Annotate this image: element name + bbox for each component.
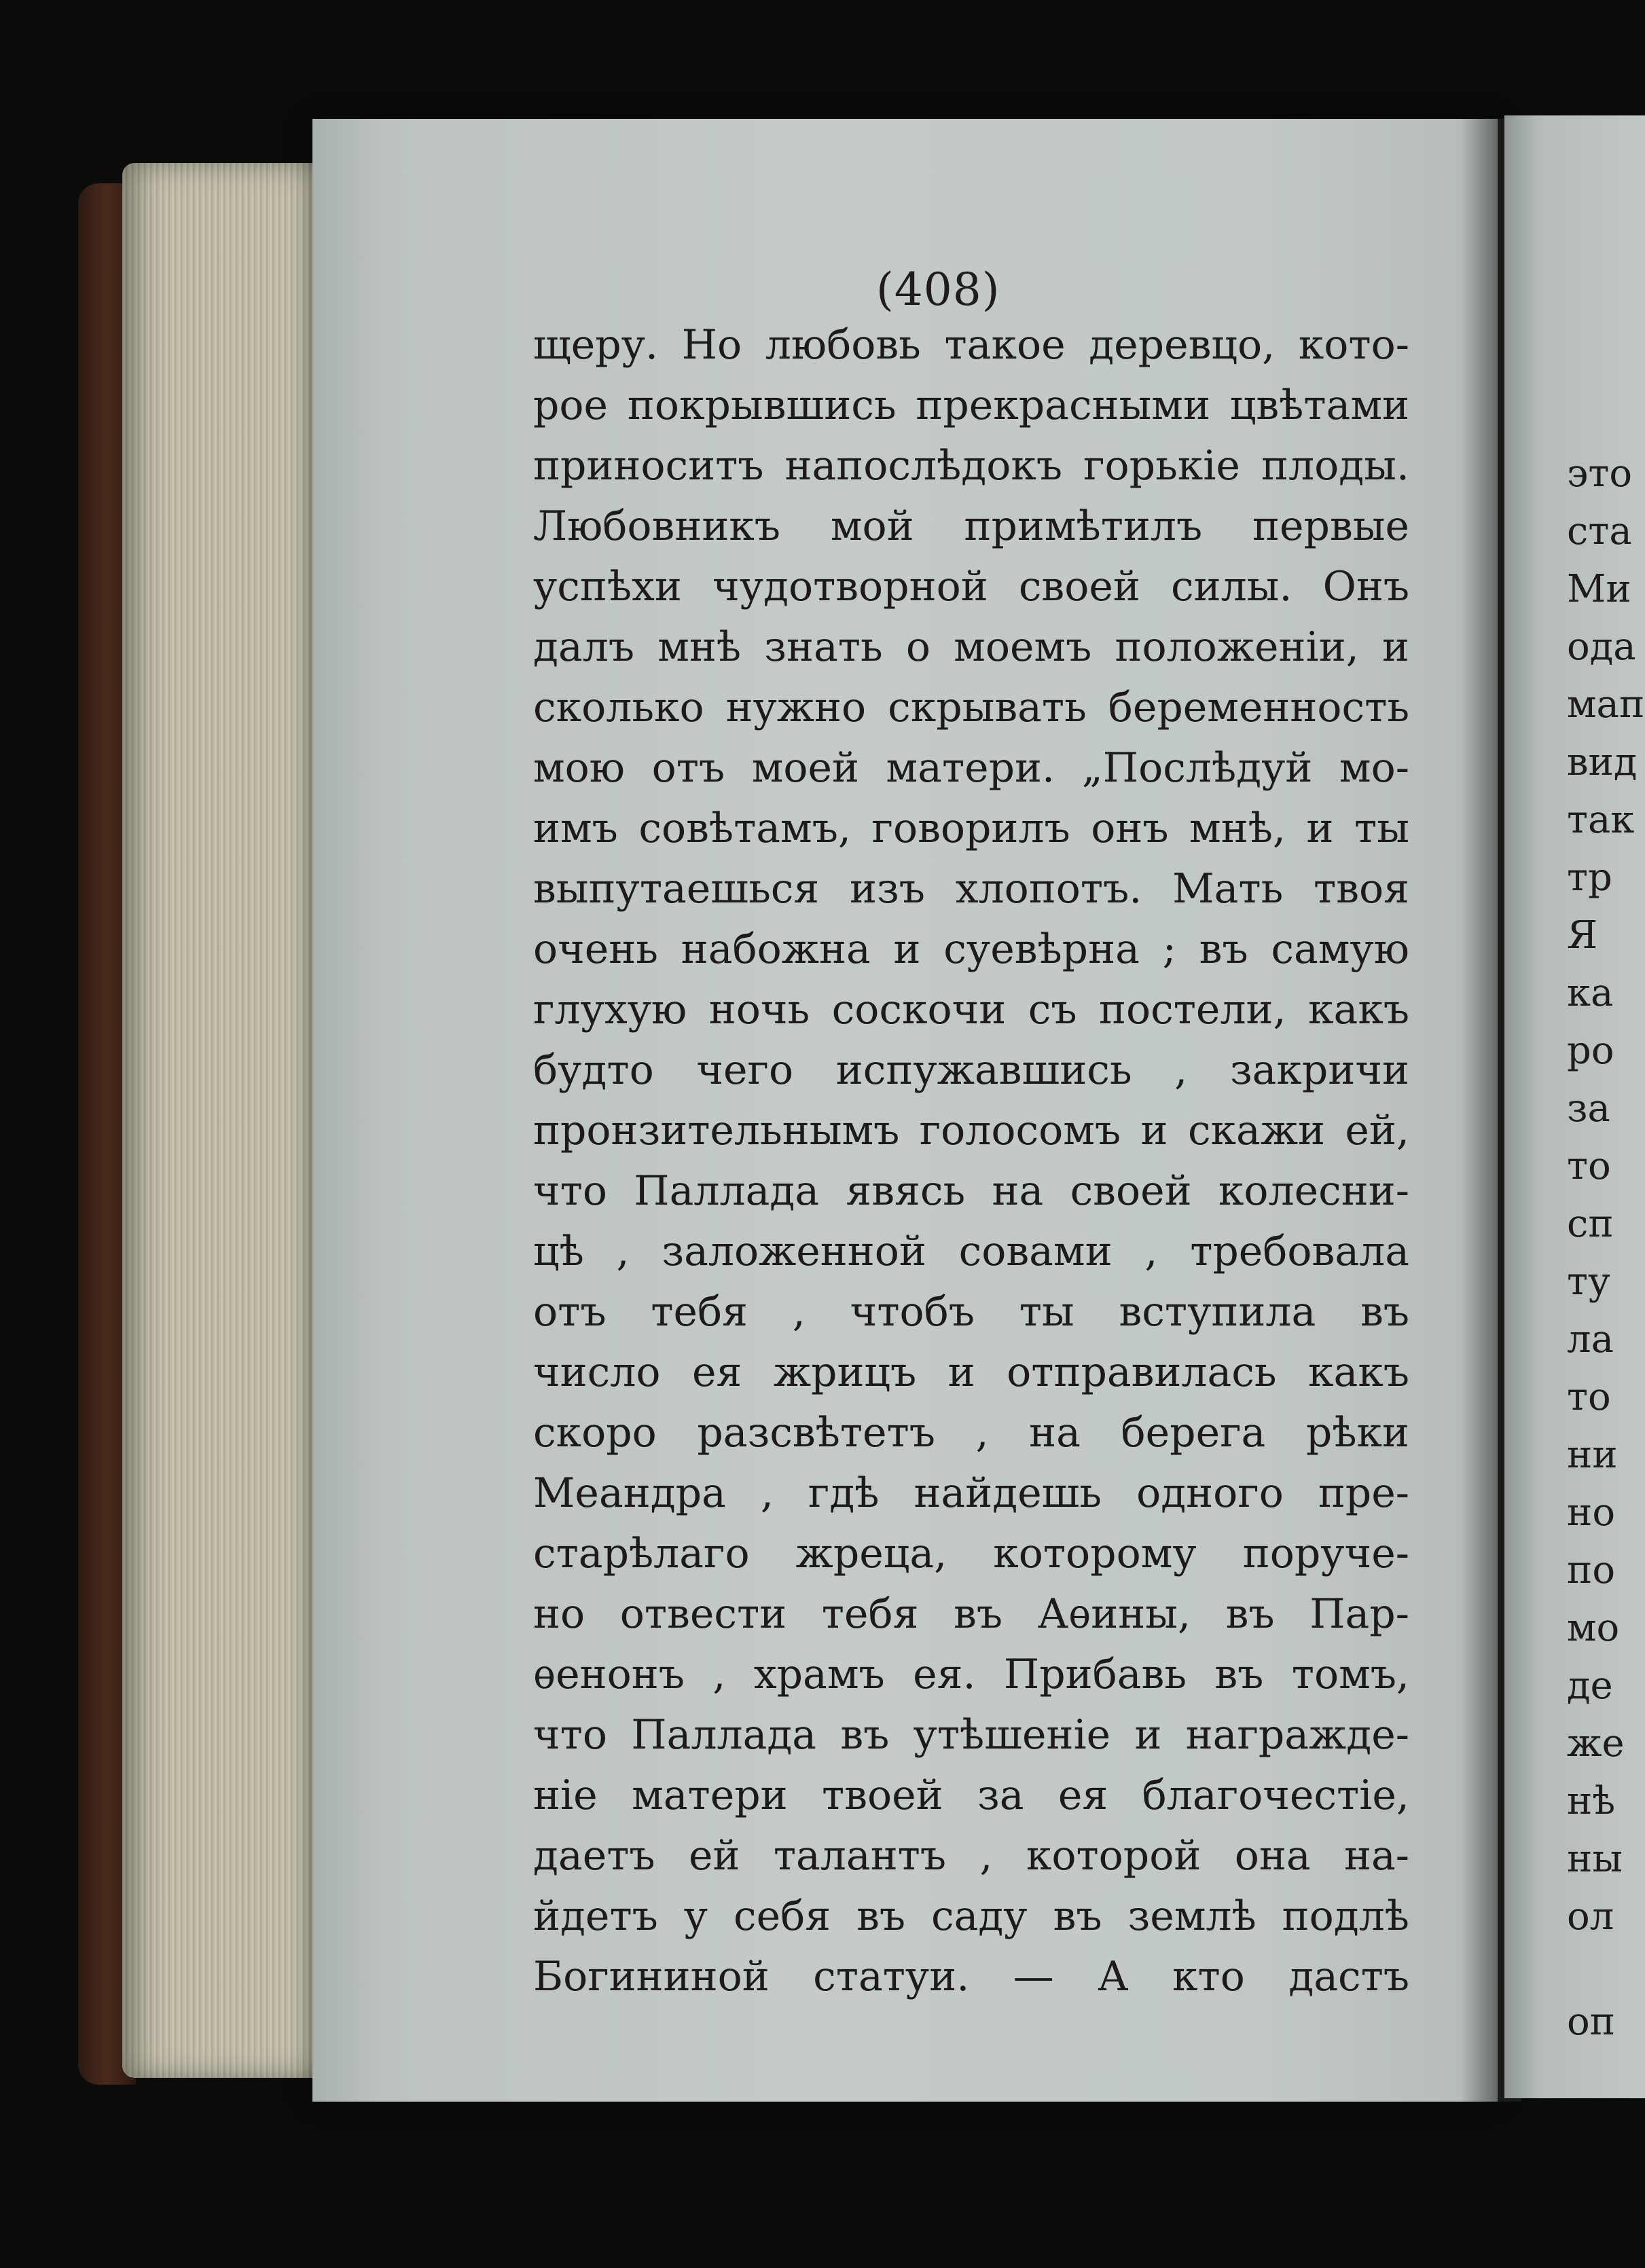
text-line: приноситъ напослѣдокъ горькіе плоды. bbox=[533, 442, 1409, 490]
facing-line: Я bbox=[1567, 913, 1598, 957]
facing-line: де bbox=[1567, 1664, 1613, 1708]
facing-line: нѣ bbox=[1567, 1779, 1616, 1823]
facing-line: ни bbox=[1567, 1433, 1618, 1477]
facing-line: вид bbox=[1567, 740, 1638, 784]
text-line: но отвести тебя въ Аѳины, въ Пар- bbox=[533, 1590, 1409, 1638]
facing-line: оп bbox=[1567, 2000, 1616, 2044]
facing-line: ка bbox=[1567, 971, 1614, 1015]
text-line: что Паллада явясь на своей колесни- bbox=[533, 1167, 1409, 1215]
facing-line: то bbox=[1567, 1375, 1611, 1419]
text-line: ѳенонъ , храмъ ея. Прибавь въ томъ, bbox=[533, 1651, 1409, 1698]
facing-line: мо bbox=[1567, 1606, 1620, 1650]
text-line: йдетъ у себя въ саду въ землѣ подлѣ bbox=[533, 1892, 1409, 1940]
text-line: будто чего испужавшись , закричи bbox=[533, 1046, 1409, 1094]
facing-line: ла bbox=[1567, 1317, 1614, 1361]
text-line: Богининой статуи. — А кто дастъ bbox=[533, 1953, 1409, 2000]
text-line: успѣхи чудотворной своей силы. Онъ bbox=[533, 563, 1409, 610]
facing-line: ста bbox=[1567, 509, 1632, 553]
text-line: что Паллада въ утѣшеніе и награжде- bbox=[533, 1711, 1409, 1759]
text-line: глухую ночь соскочи съ постели, какъ bbox=[533, 986, 1409, 1034]
text-line: рое покрывшись прекрасными цвѣтами bbox=[533, 382, 1409, 429]
facing-line: же bbox=[1567, 1721, 1625, 1766]
facing-line: тр bbox=[1567, 856, 1612, 900]
text-line: Меандра , гдѣ найдешь одного пре- bbox=[533, 1469, 1409, 1517]
facing-line: мап bbox=[1567, 682, 1645, 727]
facing-line: но bbox=[1567, 1490, 1616, 1535]
facing-page bbox=[1504, 115, 1645, 2098]
facing-line: ро bbox=[1567, 1029, 1614, 1073]
text-line: даетъ ей талантъ , которой она на- bbox=[533, 1832, 1409, 1880]
text-line: сколько нужно скрывать беременность bbox=[533, 684, 1409, 731]
page-edges bbox=[122, 163, 326, 2078]
text-line: цѣ , заложенной совами , требовала bbox=[533, 1228, 1409, 1275]
text-line: отъ тебя , чтобъ ты вступила въ bbox=[533, 1288, 1409, 1336]
facing-line: это bbox=[1567, 452, 1633, 496]
text-line: выпутаешься изъ хлопотъ. Мать твоя bbox=[533, 865, 1409, 913]
facing-line: ода bbox=[1567, 625, 1636, 669]
text-line: число ея жрицъ и отправилась какъ bbox=[533, 1349, 1409, 1396]
text-line: ніе матери твоей за ея благочестіе, bbox=[533, 1772, 1409, 1819]
facing-line: Ми bbox=[1567, 567, 1631, 611]
text-line: щеру. Но любовь такое деревцо, кото- bbox=[533, 321, 1409, 369]
facing-line: то bbox=[1567, 1144, 1611, 1188]
text-line: имъ совѣтамъ, говорилъ онъ мнѣ, и ты bbox=[533, 805, 1409, 852]
text-line: мою отъ моей матери. „Послѣдуй мо- bbox=[533, 744, 1409, 792]
text-line: далъ мнѣ знать о моемъ положеніи, и bbox=[533, 623, 1409, 671]
text-line: очень набожна и суевѣрна ; въ самую bbox=[533, 926, 1409, 973]
text-line: старѣлаго жреца, которому поруче- bbox=[533, 1530, 1409, 1577]
facing-line: так bbox=[1567, 798, 1635, 842]
facing-line: сп bbox=[1567, 1202, 1614, 1246]
facing-line: ту bbox=[1567, 1260, 1610, 1304]
facing-line: ны bbox=[1567, 1837, 1623, 1881]
text-line: скоро разсвѣтетъ , на берега рѣки bbox=[533, 1409, 1409, 1457]
facing-line: за bbox=[1567, 1086, 1610, 1131]
facing-line: ол bbox=[1567, 1895, 1614, 1939]
text-line: пронзительнымъ голосомъ и скажи ей, bbox=[533, 1107, 1409, 1154]
text-line: Любовникъ мой примѣтилъ первые bbox=[533, 502, 1409, 550]
facing-line: по bbox=[1567, 1548, 1616, 1592]
page-number: (408) bbox=[876, 263, 1000, 316]
